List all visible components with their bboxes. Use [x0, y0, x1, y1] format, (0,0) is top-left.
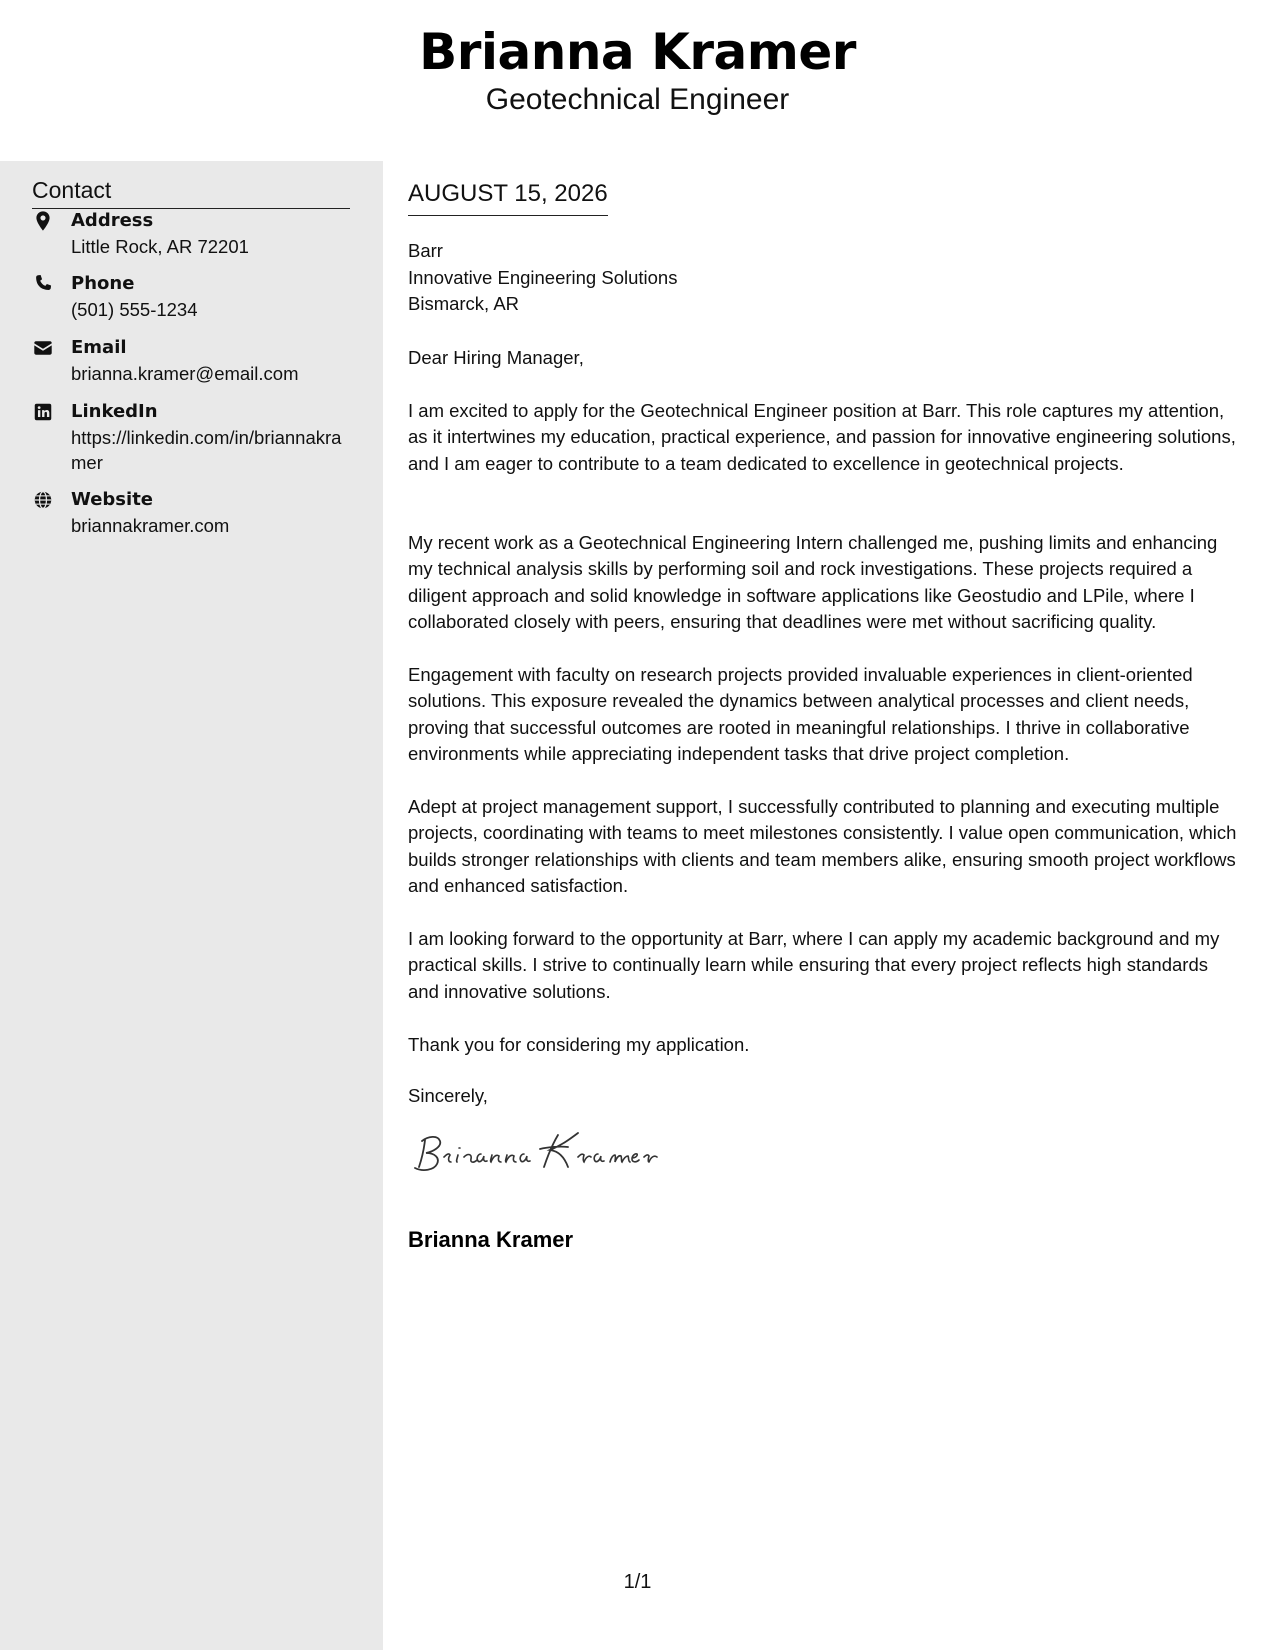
page-header — [0, 0, 1275, 161]
contact-value-email[interactable]: brianna.kramer@email.com — [71, 363, 299, 384]
recipient-location: Bismarck, AR — [408, 293, 520, 314]
contact-value-address: Little Rock, AR 72201 — [71, 236, 249, 257]
phone-icon — [32, 273, 54, 295]
recipient-block — [408, 238, 677, 318]
salutation: Dear Hiring Manager, — [408, 347, 584, 368]
globe-icon — [32, 489, 54, 511]
linkedin-icon — [32, 401, 54, 423]
contact-sidebar — [0, 161, 383, 1650]
contact-label: Address — [71, 210, 154, 231]
contact-label: Website — [71, 489, 154, 510]
contact-heading: Contact — [32, 175, 350, 209]
handwritten-signature — [408, 1127, 678, 1177]
recipient-division: Innovative Engineering Solutions — [408, 266, 678, 288]
envelope-icon — [32, 337, 54, 359]
paragraph: Engagement with faculty on research projects provided invaluable experiences in client-oriented solutions. This exposure revealed the dynamics between analytical processes and client needs, proving that successful outcomes are rooted in meaningful relationships. I thrive in collaborative environments while appreciating independent tasks that drive project completion. — [408, 664, 1193, 765]
recipient-company: Barr — [408, 240, 443, 261]
paragraph: Thank you for considering my application. — [408, 1034, 750, 1055]
contact-label: Phone — [71, 273, 135, 294]
signer-name: Brianna Kramer — [408, 1227, 574, 1252]
closing: Sincerely, — [408, 1085, 488, 1106]
paragraph: My recent work as a Geotechnical Engineering Intern challenged me, pushing limits and enhancing my technical analysis skills by performing soil and rock investigations. These projects required a diligent approach and solid knowledge in software applications like Geostudio and LPile, where I collaborated closely with peers, ensuring that deadlines were met without sacrificing quality. — [408, 532, 1218, 633]
contact-value-website[interactable]: briannakramer.com — [71, 515, 230, 536]
candidate-title: Geotechnical Engineer — [485, 83, 790, 116]
contact-value-phone: (501) 555-1234 — [71, 299, 198, 320]
paragraph: Adept at project management support, I successfully contributed to planning and executing multiple projects, coordinating with teams to meet milestones consistently. I value open communication, which builds stronger relationships with clients and team members alike, ensuring smooth project workflows and enhanced satisfaction. — [408, 796, 1237, 897]
contact-value-linkedin[interactable]: https://linkedin.com/in/briannakramer — [71, 427, 342, 473]
letter-date: AUGUST 15, 2026 — [408, 179, 608, 216]
contact-label: Email — [71, 337, 127, 358]
paragraph: I am looking forward to the opportunity at Barr, where I can apply my academic background and my practical skills. I strive to continually learn while ensuring that every project reflects high standards and innovative solutions. — [408, 928, 1220, 1002]
location-pin-icon — [32, 210, 54, 232]
paragraph: I am excited to apply for the Geotechnical Engineer position at Barr. This role captures my attention, as it intertwines my education, practical experience, and passion for innovative engineering solutions, and I am eager to contribute to a team dedicated to excellence in geotechnical projects. — [408, 400, 1236, 474]
contact-label: LinkedIn — [71, 401, 158, 422]
candidate-name: Brianna Kramer — [419, 23, 856, 81]
page-number: 1/1 — [623, 1571, 652, 1593]
